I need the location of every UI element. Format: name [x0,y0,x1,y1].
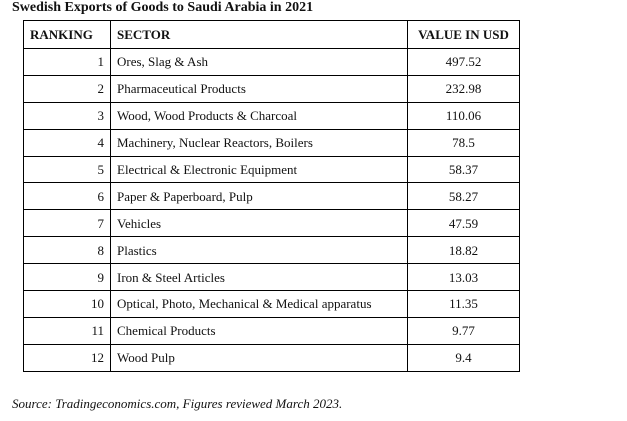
table-row [24,237,520,264]
sector-cell: Ores, Slag & Ash [111,49,408,76]
header-ranking: RANKING [24,21,111,49]
value-cell: 47.59 [408,210,520,237]
sector-cell: Plastics [111,237,408,264]
value-cell: 110.06 [408,102,520,129]
table-row [24,183,520,210]
table-row [24,264,520,291]
rank-cell: 7 [24,210,111,237]
sector-cell: Optical, Photo, Mechanical & Medical apparatus [111,291,408,318]
rank-cell: 8 [24,237,111,264]
table-row [24,129,520,156]
sector-cell: Wood Pulp [111,344,408,371]
value-cell: 497.52 [408,49,520,76]
table-row [24,210,520,237]
sector-cell: Paper & Paperboard, Pulp [111,183,408,210]
source-note: Source: Tradingeconomics.com, Figures reviewed March 2023. [12,396,343,411]
value-cell: 78.5 [408,129,520,156]
rank-cell: 12 [24,344,111,371]
rank-cell: 4 [24,129,111,156]
rank-cell: 2 [24,75,111,102]
table-row [24,317,520,344]
table-row [24,344,520,371]
table-row [24,291,520,318]
value-cell: 58.27 [408,183,520,210]
rank-cell: 11 [24,317,111,344]
table-row [24,75,520,102]
header-sector: SECTOR [111,21,408,49]
table-row [24,156,520,183]
value-cell: 58.37 [408,156,520,183]
rank-cell: 1 [24,49,111,76]
sector-cell: Pharmaceutical Products [111,75,408,102]
value-cell: 11.35 [408,291,520,318]
table-header-row [24,21,520,49]
table-row [24,49,520,76]
rank-cell: 10 [24,291,111,318]
rank-cell: 9 [24,264,111,291]
sector-cell: Vehicles [111,210,408,237]
sector-cell: Iron & Steel Articles [111,264,408,291]
table-row [24,102,520,129]
page-title: Swedish Exports of Goods to Saudi Arabia in 2021 [12,0,314,15]
value-cell: 232.98 [408,75,520,102]
rank-cell: 5 [24,156,111,183]
value-cell: 9.77 [408,317,520,344]
value-cell: 18.82 [408,237,520,264]
sector-cell: Machinery, Nuclear Reactors, Boilers [111,129,408,156]
sector-cell: Chemical Products [111,317,408,344]
header-value: VALUE IN USD [408,21,520,49]
value-cell: 9.4 [408,344,520,371]
value-cell: 13.03 [408,264,520,291]
rank-cell: 3 [24,102,111,129]
sector-cell: Electrical & Electronic Equipment [111,156,408,183]
rank-cell: 6 [24,183,111,210]
table-body [24,49,520,372]
exports-table [23,20,520,372]
sector-cell: Wood, Wood Products & Charcoal [111,102,408,129]
